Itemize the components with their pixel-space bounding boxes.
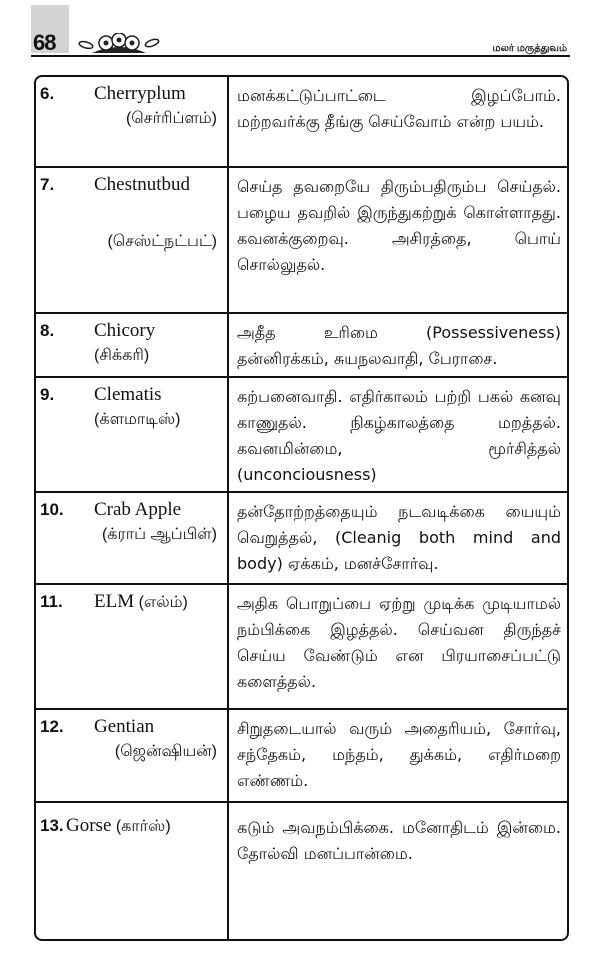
- remedy-description: கடும் அவநம்பிக்கை. மனோதிடம் இன்மை. தோல்வி மனப்பான்மை.: [237, 818, 561, 863]
- remedy-name-en: Crab Apple: [94, 499, 182, 520]
- remedy-description: அதிக பொறுப்பை ஏற்று முடிக்க முடியாமல் நம்பிக்கை இழத்தல். செய்வன திருந்தச் செய்ய வேண்டும் என பிரயாசைப்பட்டு களைத்தல்.: [237, 594, 561, 691]
- remedy-name-en: Gentian: [94, 716, 155, 737]
- table-row: [36, 584, 567, 709]
- remedy-description: செய்த தவறையே திரும்பதிரும்ப செய்தல். பழைய தவறில் இருந்துகற்றுக் கொள்ளாதது. கவனக்குறைவு. அசிரத்தை, பொய் சொல்லுதல்.: [237, 177, 561, 274]
- remedy-description-cell: [228, 802, 567, 939]
- remedy-name-en: Clematis: [94, 384, 162, 405]
- flower-ornament-icon: [78, 33, 160, 55]
- remedies-table: [34, 75, 569, 941]
- remedy-description: அதீத உரிமை (Possessiveness) தன்னிரக்கம், சுயநலவாதி, பேராசை.: [237, 323, 561, 368]
- remedy-description: தன்தோற்றத்தையும் நடவடிக்கை யையும் வெறுத்தல், (Cleanig both mind and body) ஏக்கம், மனச்சோர்வு.: [237, 502, 561, 573]
- remedy-number: 7.: [40, 175, 55, 194]
- page-number: 68: [33, 30, 56, 55]
- remedy-name-cell: [36, 313, 228, 377]
- table-row: [36, 802, 567, 939]
- remedy-description-cell: [228, 584, 567, 709]
- remedy-number: 13.: [40, 816, 64, 835]
- table-row: [36, 77, 567, 167]
- remedy-name-ta: (எல்ம்): [138, 594, 188, 611]
- remedy-name-en: Cherryplum: [94, 83, 186, 104]
- remedy-name-en: Chicory: [94, 320, 156, 341]
- remedy-name-cell: [36, 802, 228, 939]
- table-row: [36, 377, 567, 492]
- remedy-description: மனக்கட்டுப்பாட்டை இழப்போம். மற்றவர்க்கு தீங்கு செய்வோம் என்ற பயம்.: [237, 86, 561, 131]
- remedy-description-cell: [228, 77, 567, 167]
- remedy-name-ta: (ஜென்ஷியன்): [114, 743, 217, 760]
- remedy-name-ta: (சிக்கரி): [94, 347, 150, 364]
- remedy-description: கற்பனைவாதி. எதிர்காலம் பற்றி பகல் கனவு காணுதல். நிகழ்காலத்தை மறத்தல். கவனமின்மை, மூர்சித்தல் (unconciousness): [237, 387, 561, 484]
- remedy-name-ta: (செஸ்ட்நட்பட்): [107, 233, 217, 250]
- remedy-description: சிறுதடையால் வரும் அதைரியம், சோர்வு, சந்தேகம், மந்தம், துக்கம், எதிர்மறை எண்ணம்.: [237, 719, 561, 790]
- remedy-name-ta: (க்ராப் ஆப்பிள்): [101, 526, 217, 543]
- remedy-name-ta: (கார்ஸ்): [115, 818, 171, 835]
- remedy-description-cell: [228, 313, 567, 377]
- header-rule: [31, 55, 570, 57]
- running-title: மலர் மருத்துவம்: [492, 43, 567, 54]
- remedy-name-cell: [36, 377, 228, 492]
- remedy-name-cell: [36, 492, 228, 584]
- table-row: [36, 167, 567, 313]
- remedy-number: 8.: [40, 321, 55, 340]
- remedy-name-ta: (க்ளமாடிஸ்): [94, 411, 181, 428]
- remedy-name-en: ELM: [94, 591, 135, 612]
- remedy-number: 9.: [40, 385, 55, 404]
- remedy-description-cell: [228, 167, 567, 313]
- remedy-number: 11.: [40, 592, 63, 611]
- remedy-name-cell: [36, 77, 228, 167]
- table-row: [36, 313, 567, 377]
- remedy-description-cell: [228, 492, 567, 584]
- remedy-description-cell: [228, 377, 567, 492]
- table-row: [36, 492, 567, 584]
- remedy-name-en: Gorse: [66, 815, 112, 836]
- remedy-name-cell: [36, 584, 228, 709]
- remedy-name-ta: (செர்ரிப்ளம்): [125, 110, 217, 127]
- remedy-name-cell: [36, 709, 228, 802]
- remedy-number: 12.: [40, 717, 64, 736]
- remedy-number: 10.: [40, 500, 64, 519]
- table-row: [36, 709, 567, 802]
- remedy-description-cell: [228, 709, 567, 802]
- remedy-number: 6.: [40, 84, 55, 103]
- remedy-name-en: Chestnutbud: [94, 174, 191, 195]
- remedy-name-cell: [36, 167, 228, 313]
